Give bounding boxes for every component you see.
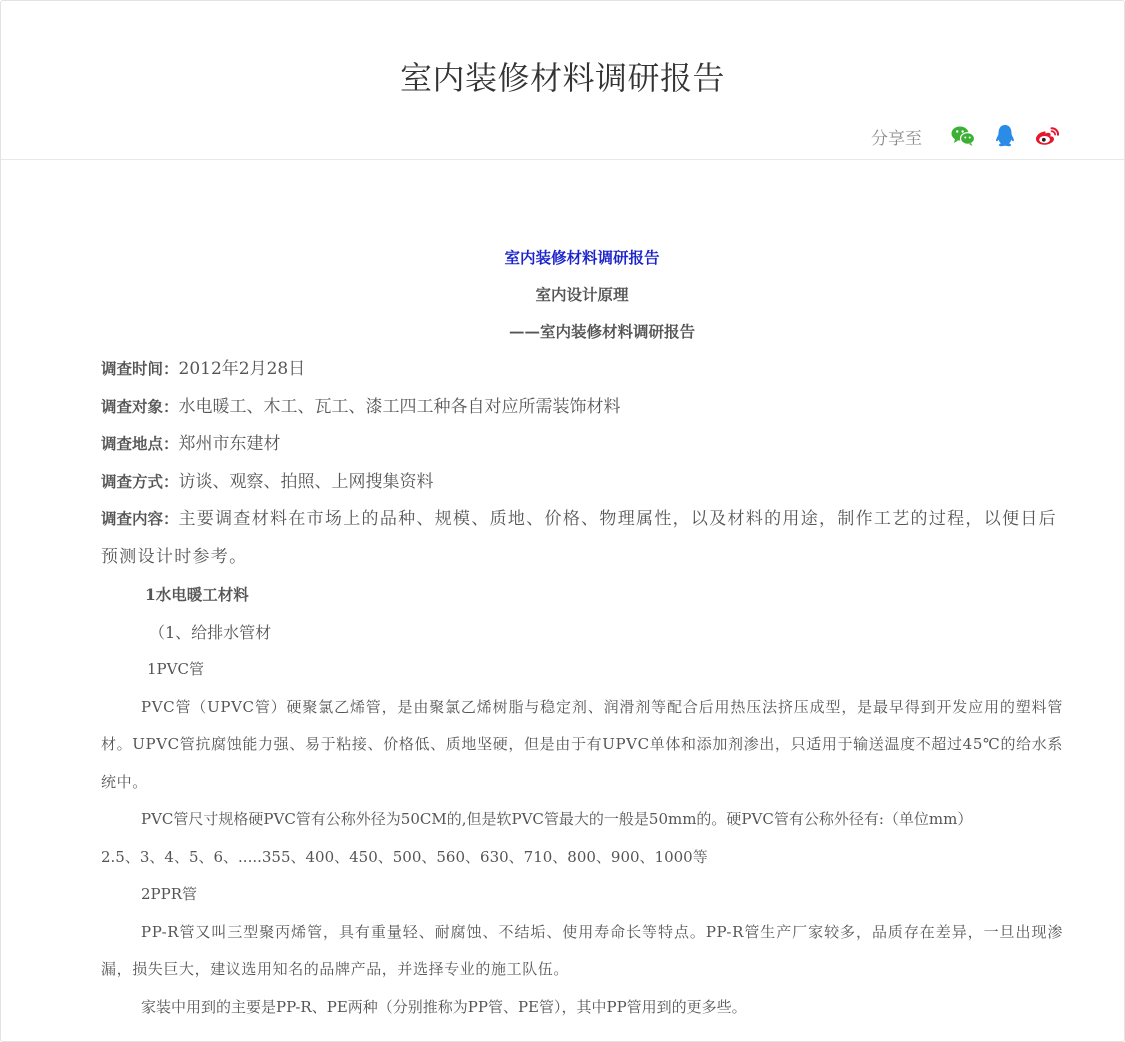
item-heading: 1PVC管 <box>147 660 204 678</box>
item-heading: 2PPR管 <box>141 885 198 903</box>
field-value: 2012年2月28日 <box>178 359 306 379</box>
subsection-heading: （1、给排水管材 <box>149 622 272 642</box>
field-label: 调查时间： <box>101 359 179 378</box>
field-label: 调查方式： <box>101 471 179 491</box>
field-survey-location <box>101 425 1063 463</box>
article-header <box>1 1 1124 160</box>
page-title: 室内装修材料调研报告 <box>399 59 725 97</box>
field-survey-time <box>101 350 1063 388</box>
paragraph: PVC管（UPVC管）硬聚氯乙烯管，是由聚氯乙烯树脂与稳定剂、润滑剂等配合后用热压法挤压成型，是最早得到开发应用的塑料管材。UPVC管抗腐蚀能力强、易于粘接、价格低、质地坚硬，但是由于有UPVC单体和添加剂渗出，只适用于输送温度不超过45℃的给水系统中。 <box>101 697 1063 791</box>
article-heading: 室内装修材料调研报告 <box>504 248 660 267</box>
field-value: 水电暖工、木工、瓦工、漆工四工种各自对应所需装饰材料 <box>178 396 621 417</box>
article-subtitle: 室内设计原理 <box>535 285 629 304</box>
qq-icon[interactable] <box>990 121 1020 151</box>
article-subtitle-2: ——室内装修材料调研报告 <box>508 322 695 341</box>
share-bar <box>871 121 1062 151</box>
article-body <box>101 239 1063 1026</box>
weibo-icon[interactable] <box>1032 121 1062 151</box>
wechat-icon[interactable] <box>948 121 978 151</box>
section-heading: 1水电暖工材料 <box>145 585 249 604</box>
paragraph-line: 家装中用到的主要是PP-R、PE两种（分别推称为PP管、PE管），其中PP管用到的更多些。 <box>141 997 747 1016</box>
field-value: 郑州市东建材 <box>178 434 281 454</box>
paragraph-line: PVC管尺寸规格硬PVC管有公称外径为50CM的,但是软PVC管最大的一般是50mm的。硬PVC管有公称外径有:（单位mm） <box>141 810 973 828</box>
field-label: 调查对象： <box>101 396 179 416</box>
field-survey-method <box>101 463 1063 501</box>
paragraph-line: 2.5、3、4、5、6、.....355、400、450、500、560、630、710、800、900、1000等 <box>101 847 708 866</box>
field-survey-content <box>101 500 1063 576</box>
field-value: 访谈、观察、拍照、上网搜集资料 <box>178 471 434 492</box>
field-label: 调查地点： <box>101 434 179 453</box>
field-survey-target <box>101 388 1063 426</box>
field-label: 调查内容： <box>101 509 179 528</box>
field-value: 主要调查材料在市场上的品种、规模、质地、价格、物理属性，以及材料的用途，制作工艺的过程，以便日后预测设计时参考。 <box>101 509 1057 567</box>
paragraph: PP-R管又叫三型聚丙烯管，具有重量轻、耐腐蚀、不结垢、使用寿命长等特点。PP-R管生产厂家较多，品质存在差异，一旦出现渗漏，损失巨大，建议选用知名的品牌产品，并选择专业的施工队伍。 <box>101 922 1063 978</box>
share-label: 分享至 <box>871 128 922 149</box>
